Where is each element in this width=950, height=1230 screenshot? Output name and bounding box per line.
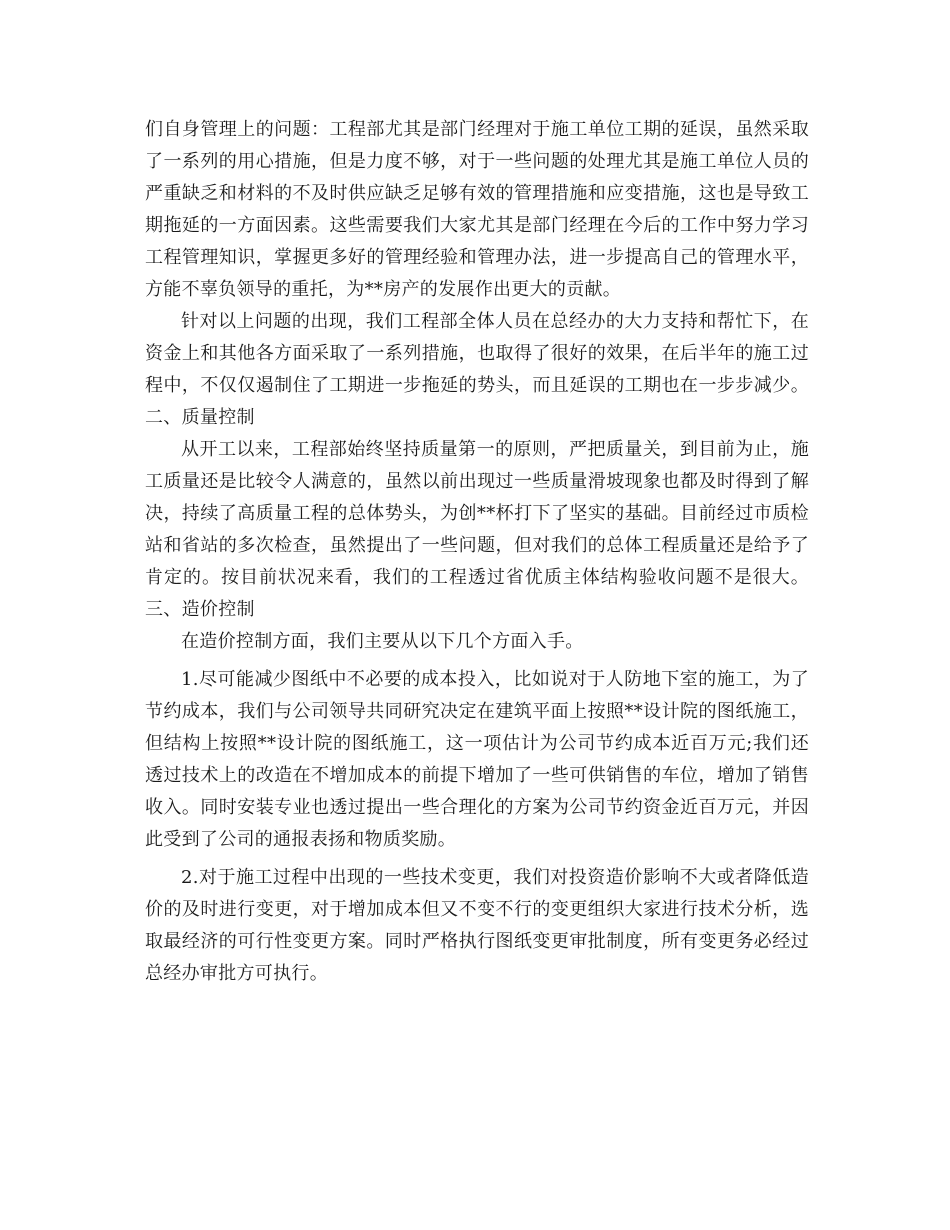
paragraph-measures: 针对以上问题的出现，我们工程部全体人员在总经办的大力支持和帮忙下，在资金上和其他各方面采取了一系列措施，也取得了很好的效果，在后半年的施工过程中，不仅仅遏制住了工期进一步拖延的势头，而且延误的工期也在一步步减少。二、质量控制	[145, 311, 809, 428]
document-body	[145, 114, 809, 990]
paragraph-continued: 们自身管理上的问题：工程部尤其是部门经理对于施工单位工期的延误，虽然采取了一系列的用心措施，但是力度不够，对于一些问题的处理尤其是施工单位人员的严重缺乏和材料的不及时供应缺乏足够有效的管理措施和应变措施，这也是导致工期拖延的一方面因素。这些需要我们大家尤其是部门经理在今后的工作中努力学习工程管理知识，掌握更多好的管理经验和管理办法，进一步提高自己的管理水平，方能不辜负领导的重托，为**房产的发展作出更大的贡献。	[145, 119, 809, 300]
paragraph-quality-control: 从开工以来，工程部始终坚持质量第一的原则，严把质量关，到目前为止，施工质量还是比较令人满意的，虽然以前出现过一些质量滑坡现象也都及时得到了解决，持续了高质量工程的总体势头，为创**杯打下了坚实的基础。目前经过市质检站和省站的多次检查，虽然提出了一些问题，但对我们的总体工程质量还是给予了肯定的。按目前状况来看，我们的工程透过省优质主体结构验收问题不是很大。三、造价控制	[145, 439, 809, 620]
paragraph-item-1: 1.尽可能减少图纸中不必要的成本投入，比如说对于人防地下室的施工，为了节约成本，我们与公司领导共同研究决定在建筑平面上按照**设计院的图纸施工，但结构上按照**设计院的图纸施工，这一项估计为公司节约成本近百万元;我们还透过技术上的改造在不增加成本的前提下增加了一些可供销售的车位，增加了销售收入。同时安装专业也透过提出一些合理化的方案为公司节约资金近百万元，并因此受到了公司的通报表扬和物质奖励。	[145, 669, 809, 850]
paragraph-cost-control-intro: 在造价控制方面，我们主要从以下几个方面入手。	[181, 631, 584, 652]
paragraph-item-2: 2.对于施工过程中出现的一些技术变更，我们对投资造价影响不大或者降低造价的及时进行变更，对于增加成本但又不变不行的变更组织大家进行技术分析，选取最经济的可行性变更方案。同时严格执行图纸变更审批制度，所有变更务必经过总经办审批方可执行。	[145, 867, 809, 984]
